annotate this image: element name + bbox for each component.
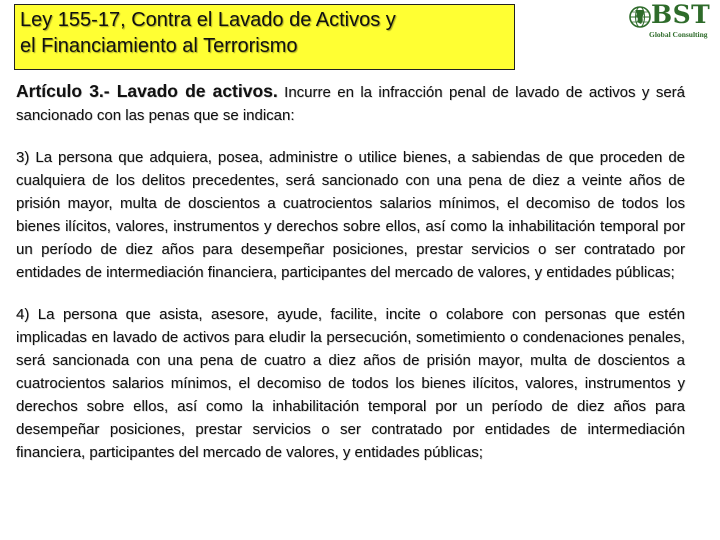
article-intro — [16, 80, 685, 127]
logo-tagline: Global Consulting — [649, 30, 708, 39]
globe-icon — [629, 5, 651, 31]
slide-title-line-2: el Financiamiento al Terrorismo — [20, 35, 298, 57]
slide-title-line-1: Ley 155-17, Contra el Lavado de Activos y — [20, 9, 396, 31]
article-paragraph-4: 4) La persona que asista, asesore, ayude, facilite, incite o colabore con personas que estén implicadas en lavado de activos para eludir la persecución, sometimiento o condenaciones penales, será sancionada con una pena de cuatro a diez años de prisión mayor, multa de doscientos a cuatrocientos salarios mínimos, el decomiso de todos los bienes ilícitos, valores, instrumentos y derechos sobre ellos, así como la inhabilitación temporal por un período de diez años para desempeñar posiciones, prestar servicios o ser contratado por entidades de intermediación financiera, participantes del mercado de valores, y entidades públicas; — [16, 306, 685, 461]
article-heading: Artículo 3.- Lavado de activos. — [16, 81, 278, 101]
article-intro-text: Incurre en la infracción penal de lavado de activos y será sancionado con las penas que se indican: — [16, 84, 685, 124]
logo-name: BST — [651, 0, 711, 29]
title-box — [14, 4, 515, 70]
article-content — [16, 80, 685, 483]
bst-logo — [629, 0, 717, 41]
article-paragraph-3: 3) La persona que adquiera, posea, administre o utilice bienes, a sabiendas de que proceden de cualquiera de los delitos precedentes, será sancionado con una pena de diez a veinte años de prisión mayor, multa de doscientos a cuatrocientos salarios mínimos, el decomiso de todos los bienes ilícitos, valores, instrumentos y derechos sobre ellos, así como la inhabilitación temporal por un período de diez años para desempeñar posiciones, prestar servicios o ser contratado por entidades de intermediación financiera, participantes del mercado de valores, y entidades públicas; — [16, 149, 685, 281]
